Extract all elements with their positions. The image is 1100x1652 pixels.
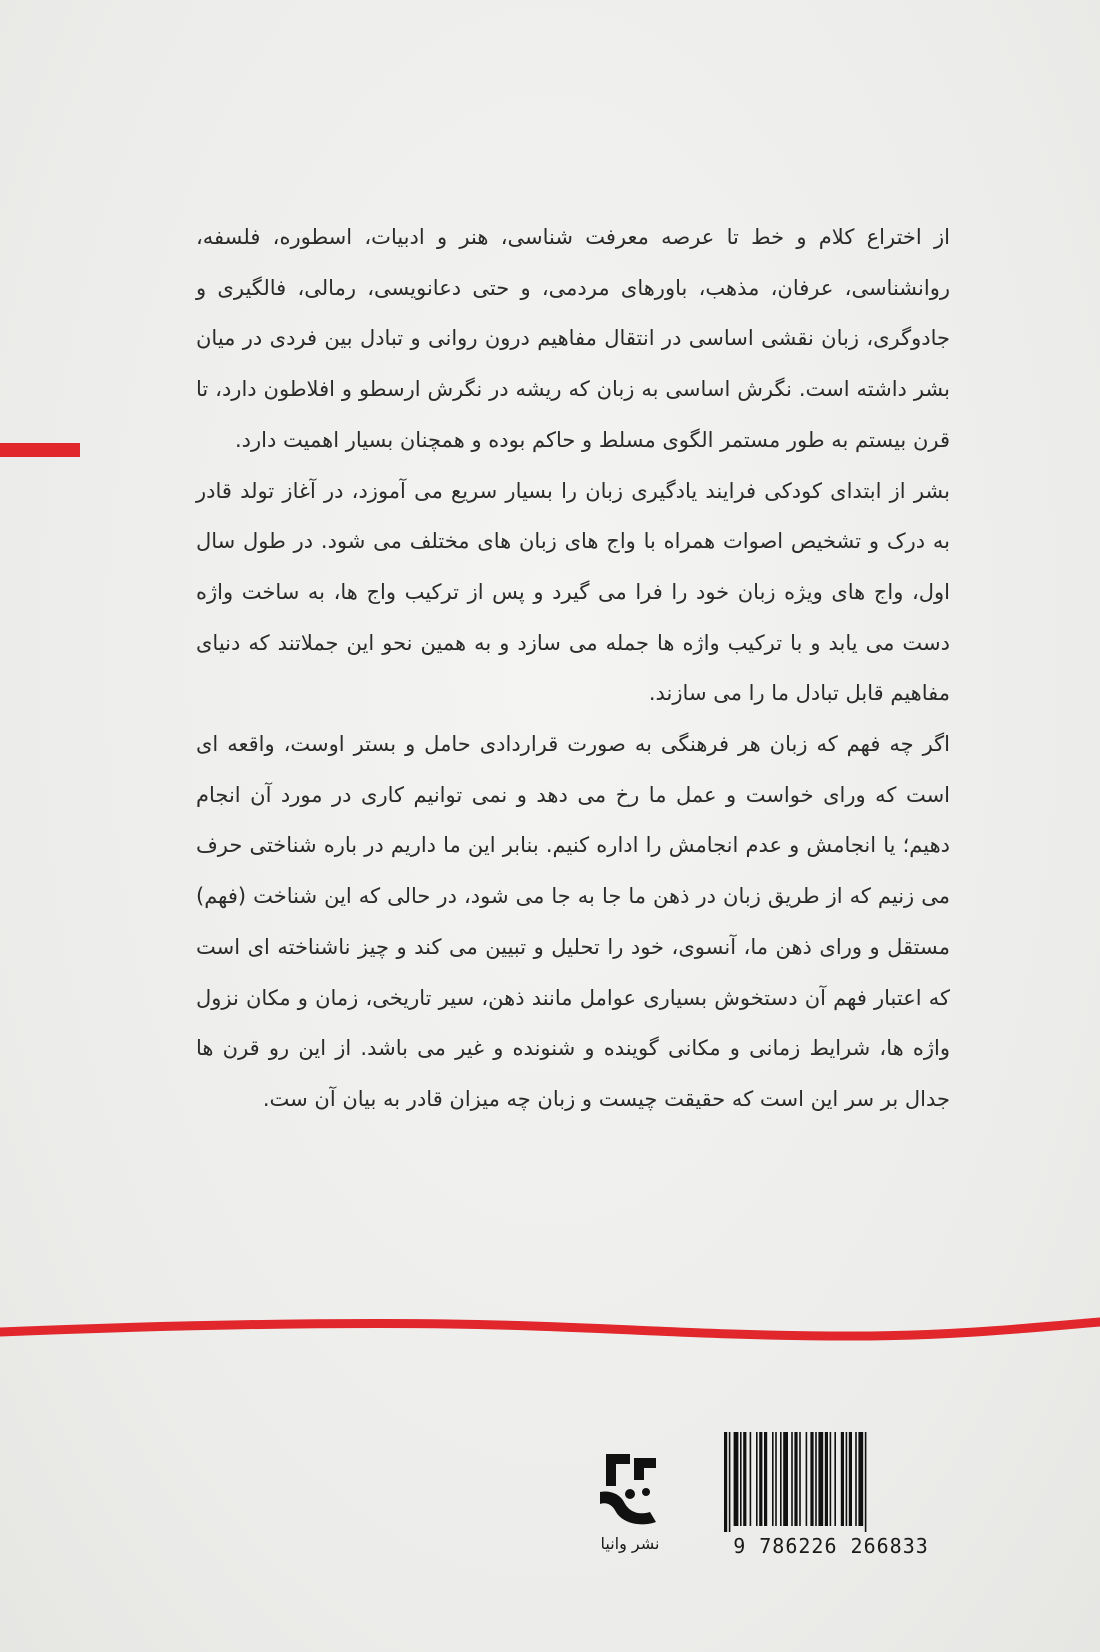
barcode-bar bbox=[791, 1432, 793, 1526]
barcode-bar bbox=[855, 1432, 857, 1526]
back-cover-text bbox=[196, 212, 950, 1125]
barcode-bar bbox=[806, 1432, 808, 1526]
barcode-bar bbox=[759, 1432, 762, 1526]
barcode-bar bbox=[825, 1432, 828, 1526]
barcode-bar bbox=[849, 1432, 852, 1526]
publisher-name: نشر وانیا bbox=[600, 1534, 660, 1553]
barcode-bar bbox=[740, 1432, 742, 1526]
barcode-bar bbox=[841, 1432, 844, 1526]
barcode-bar bbox=[810, 1432, 813, 1526]
barcode-bar bbox=[756, 1432, 758, 1526]
barcode-bar bbox=[724, 1432, 727, 1532]
paragraph: از اختراع کلام و خط تا عرصه معرفت شناسی، هنر و ادبیات، اسطوره، فلسفه، روانشناسی، عرفان، مذهب، باورهای مردمی، و حتی دعانویسی، رمالی، فالگیری و جادوگری، زبان نقشی اساسی در انتقال مفاهیم درون روانی و تبادل بین فردی در میان بشر داشته است. نگرش اساسی به زبان که ریشه در نگرش ارسطو و افلاطون دارد، تا قرن بیستم به طور مستمر الگوی مسلط و حاکم بوده و همچنان بسیار اهمیت دارد. bbox=[196, 225, 950, 452]
paragraph: بشر از ابتدای کودکی فرایند یادگیری زبان را بسیار سریع می آموزد، در آغاز تولد قادر به درک و تشخیص اصوات همراه با واج های زبان های مختلف می شود. در طول سال اول، واج های ویژه زبان خود را فرا می گیرد و پس از ترکیب واج ها، به ساخت واژه دست می یابد و با ترکیب واژه ها جمله می سازد و به همین نحو این جملاتند که دنیای مفاهیم قابل تبادل ما را می سازند. bbox=[196, 478, 950, 706]
publisher-logo bbox=[590, 1446, 670, 1556]
barcode-bar bbox=[815, 1432, 817, 1526]
barcode-bar bbox=[783, 1432, 788, 1526]
barcode-bar bbox=[780, 1432, 782, 1526]
barcode-bar bbox=[772, 1432, 774, 1526]
red-edge-mark bbox=[0, 443, 80, 457]
publisher-logo-icon bbox=[590, 1446, 670, 1526]
barcode-bar bbox=[834, 1432, 836, 1526]
isbn-barcode bbox=[722, 1432, 940, 1557]
barcode-bar bbox=[858, 1432, 863, 1526]
barcode-bar bbox=[846, 1432, 848, 1526]
barcode-bar bbox=[729, 1432, 731, 1532]
barcode-bar bbox=[865, 1432, 867, 1532]
paragraph: اگر چه فهم که زبان هر فرهنگی به صورت قراردادی حامل و بستر اوست، واقعه ای است که ورای خواست و عمل ما رخ می دهد و نمی توانیم کاری در مورد آن انجام دهیم؛ یا انجامش و عدم انجامش را اداره کنیم. بنابر این ما داریم در باره شناختی حرف می زنیم که از طریق زبان در ذهن ما جا به جا می شود، در حالی که این شناخت (فهم) مستقل و ورای ذهن ما، آنسوی، خود را تحلیل و تبیین می کند و چیز ناشناخته ای است که اعتبار فهم آن دستخوش بسیاری عوامل مانند ذهن، سیر تاریخی، زمان و مکان نزول واژه ها، شرایط زمانی و مکانی گوینده و شنونده و غیر می باشد. از این رو قرن ها جدال بر سر این است که حقیقت چیست و زبان چه میزان قادر به بیان آن ست. bbox=[196, 732, 950, 1111]
red-divider-line bbox=[0, 1310, 1100, 1350]
barcode-bar bbox=[734, 1432, 739, 1526]
isbn-number: 9 786226 266833 bbox=[733, 1534, 929, 1558]
barcode-bar bbox=[764, 1432, 767, 1526]
barcode-bar bbox=[775, 1432, 777, 1526]
barcode-bars bbox=[722, 1432, 940, 1532]
barcode-bar bbox=[818, 1432, 823, 1526]
barcode-bar bbox=[799, 1432, 801, 1526]
barcode-bar bbox=[830, 1432, 832, 1526]
barcode-bar bbox=[743, 1432, 746, 1526]
barcode-bar bbox=[794, 1432, 797, 1526]
barcode-bar bbox=[750, 1432, 752, 1526]
